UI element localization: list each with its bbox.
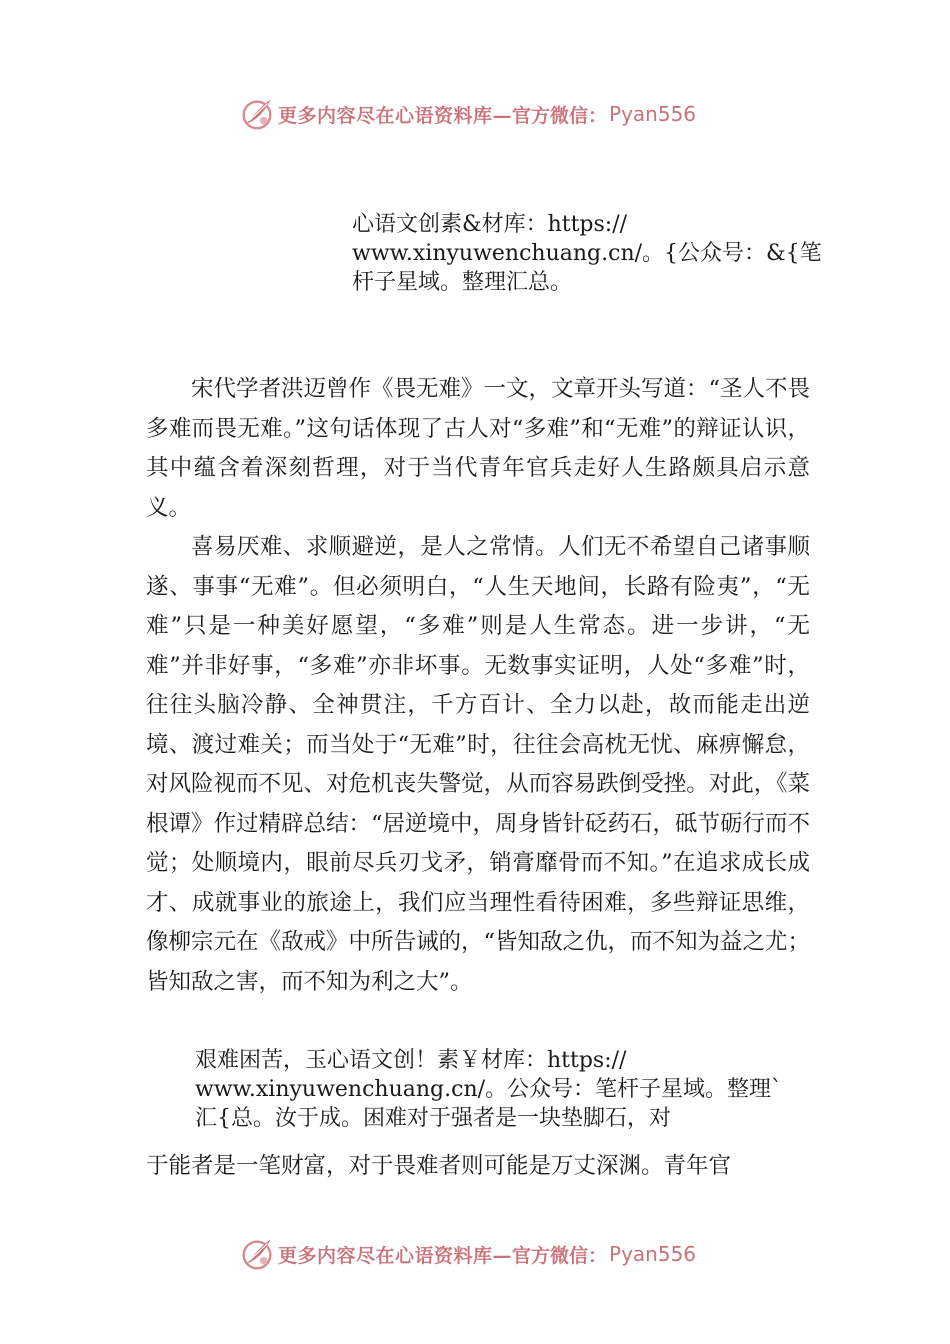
header-banner	[238, 94, 696, 134]
footer-banner	[238, 1234, 696, 1274]
note-line: www.xinyuwenchuang.cn/。{公众号：&{笔	[352, 241, 822, 266]
paragraph: 宋代学者洪迈曾作《畏无难》一文，文章开头写道：“圣人不畏多难而畏无难。”这句话体现了古人对“多难”和“无难”的辩证认识，其中蕴含着深刻哲理，对于当代青年官兵走好人生路颇具启示意义。	[146, 376, 811, 521]
source-note	[352, 210, 832, 297]
inserted-line: 艰难困苦，玉心语文创！素￥材库：https://	[195, 1048, 627, 1073]
note-line: 心语文创素&材库：https://	[352, 212, 628, 237]
quill-logo-icon	[238, 95, 276, 133]
banner-text: 更多内容尽在心语资料库—	[278, 1244, 513, 1267]
banner-text: 更多内容尽在心语资料库—	[278, 104, 513, 127]
inserted-line: www.xinyuwenchuang.cn/。公众号：笔杆子星域。整理`	[195, 1077, 783, 1102]
article-body	[146, 370, 810, 1002]
inserted-note	[195, 1046, 835, 1133]
banner-wechat-id: Pyan556	[609, 102, 697, 126]
banner-wechat-id: Pyan556	[609, 1242, 697, 1266]
inserted-line: 汇{总。汝于成。困难对于强者是一块垫脚石，对	[195, 1106, 671, 1131]
quill-logo-icon	[238, 1235, 276, 1273]
banner-wechat-label: 官方微信：	[512, 104, 608, 127]
paragraph: 喜易厌难、求顺避逆，是人之常情。人们无不希望自己诸事顺遂、事事“无难”。但必须明白，“人生天地间，长路有险夷”，“无难”只是一种美好愿望，“多难”则是人生常态。进一步讲，“无难”并非好事，“多难”亦非坏事。无数事实证明，人处“多难”时，往往头脑冷静、全神贯注，千方百计、全力以赴，故而能走出逆境、渡过难关；而当处于“无难”时，往往会高枕无忧、麻痹懈怠，对风险视而不见、对危机丧失警觉，从而容易跌倒受挫。对此，《菜根谭》作过精辟总结：“居逆境中，周身皆针砭药石，砥节砺行而不觉；处顺境内，眼前尽兵刃戈矛，销膏靡骨而不知。”在追求成长成才、成就事业的旅途上，我们应当理性看待困难，多些辩证思维，像柳宗元在《敌戒》中所告诫的，“皆知敌之仇，而不知为益之尤；皆知敌之害，而不知为利之大”。	[146, 534, 811, 995]
note-line: 杆子星域。整理汇总。	[352, 270, 573, 295]
banner-wechat-label: 官方微信：	[512, 1244, 608, 1267]
continuation-line: 于能者是一笔财富，对于畏难者则可能是万丈深渊。青年官	[146, 1153, 732, 1179]
